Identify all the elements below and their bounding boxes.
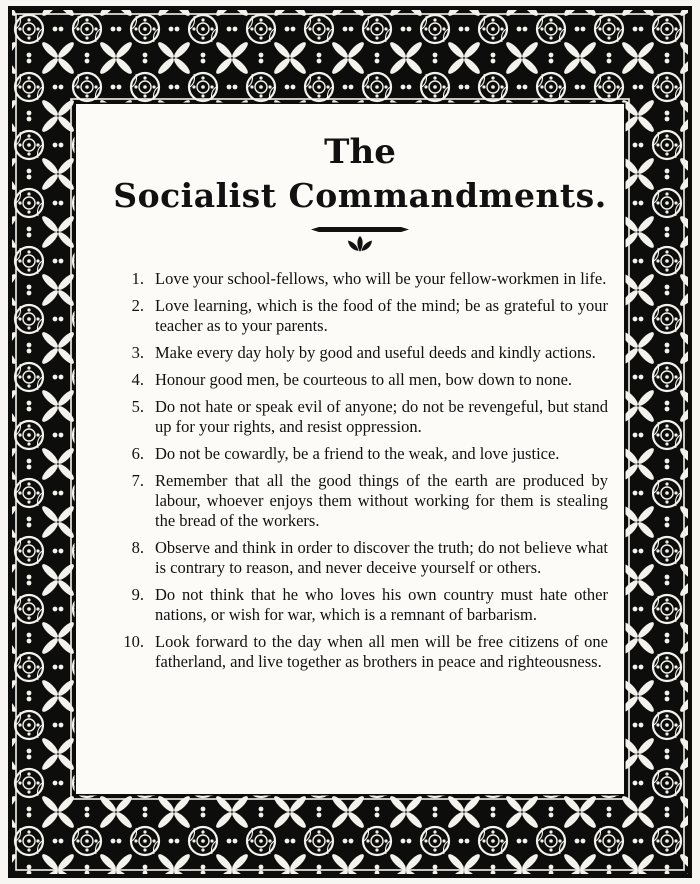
list-item [112,471,608,531]
item-text: Make every day holy by good and useful deeds and kindly actions. [155,343,596,362]
item-text: Observe and think in order to discover the truth; do not believe what is contrary to reason, and never deceive yourself or others. [155,538,608,577]
item-number: 10. [123,632,144,651]
list-item [112,444,608,464]
item-number: 3. [131,343,144,362]
item-number: 1. [131,269,144,288]
item-number: 4. [131,370,144,389]
divider-ornament [112,227,608,253]
item-text: Love learning, which is the food of the mind; be as grateful to your teacher as to your parents. [155,296,608,335]
document-content [76,104,624,794]
list-item [112,296,608,336]
page-title: Socialist Commandments. [113,176,607,215]
list-item [112,585,608,625]
item-text: Honour good men, be courteous to all men, bow down to none. [155,370,573,389]
item-number: 9. [131,585,144,604]
item-text: Do not think that he who loves his own country must hate other nations, or wish for war, which is a remnant of barbarism. [155,585,608,624]
list-item [112,343,608,363]
commandments-list [112,269,608,672]
list-item [112,632,608,672]
item-text: Look forward to the day when all men will be free citizens of one fatherland, and live together as brothers in peace and righteousness. [155,632,608,671]
title-line-the: The [324,132,396,172]
item-text: Do not hate or speak evil of anyone; do not be revengeful, but stand up for your rights, and resist oppression. [155,397,608,436]
list-item [112,370,608,390]
list-item [112,269,608,289]
item-text: Do not be cowardly, be a friend to the weak, and love justice. [155,444,560,463]
item-text: Love your school-fellows, who will be your fellow-workmen in life. [155,269,607,288]
item-number: 6. [131,444,144,463]
item-number: 8. [131,538,144,557]
item-number: 5. [131,397,144,416]
list-item [112,397,608,437]
item-number: 7. [131,471,144,490]
item-number: 2. [131,296,144,315]
fleuron-icon [346,235,374,253]
divider-rule [311,227,409,232]
item-text: Remember that all the good things of the earth are produced by labour, whoever enjoys them without working for them is stealing the bread of the workers. [155,471,608,530]
list-item [112,538,608,578]
